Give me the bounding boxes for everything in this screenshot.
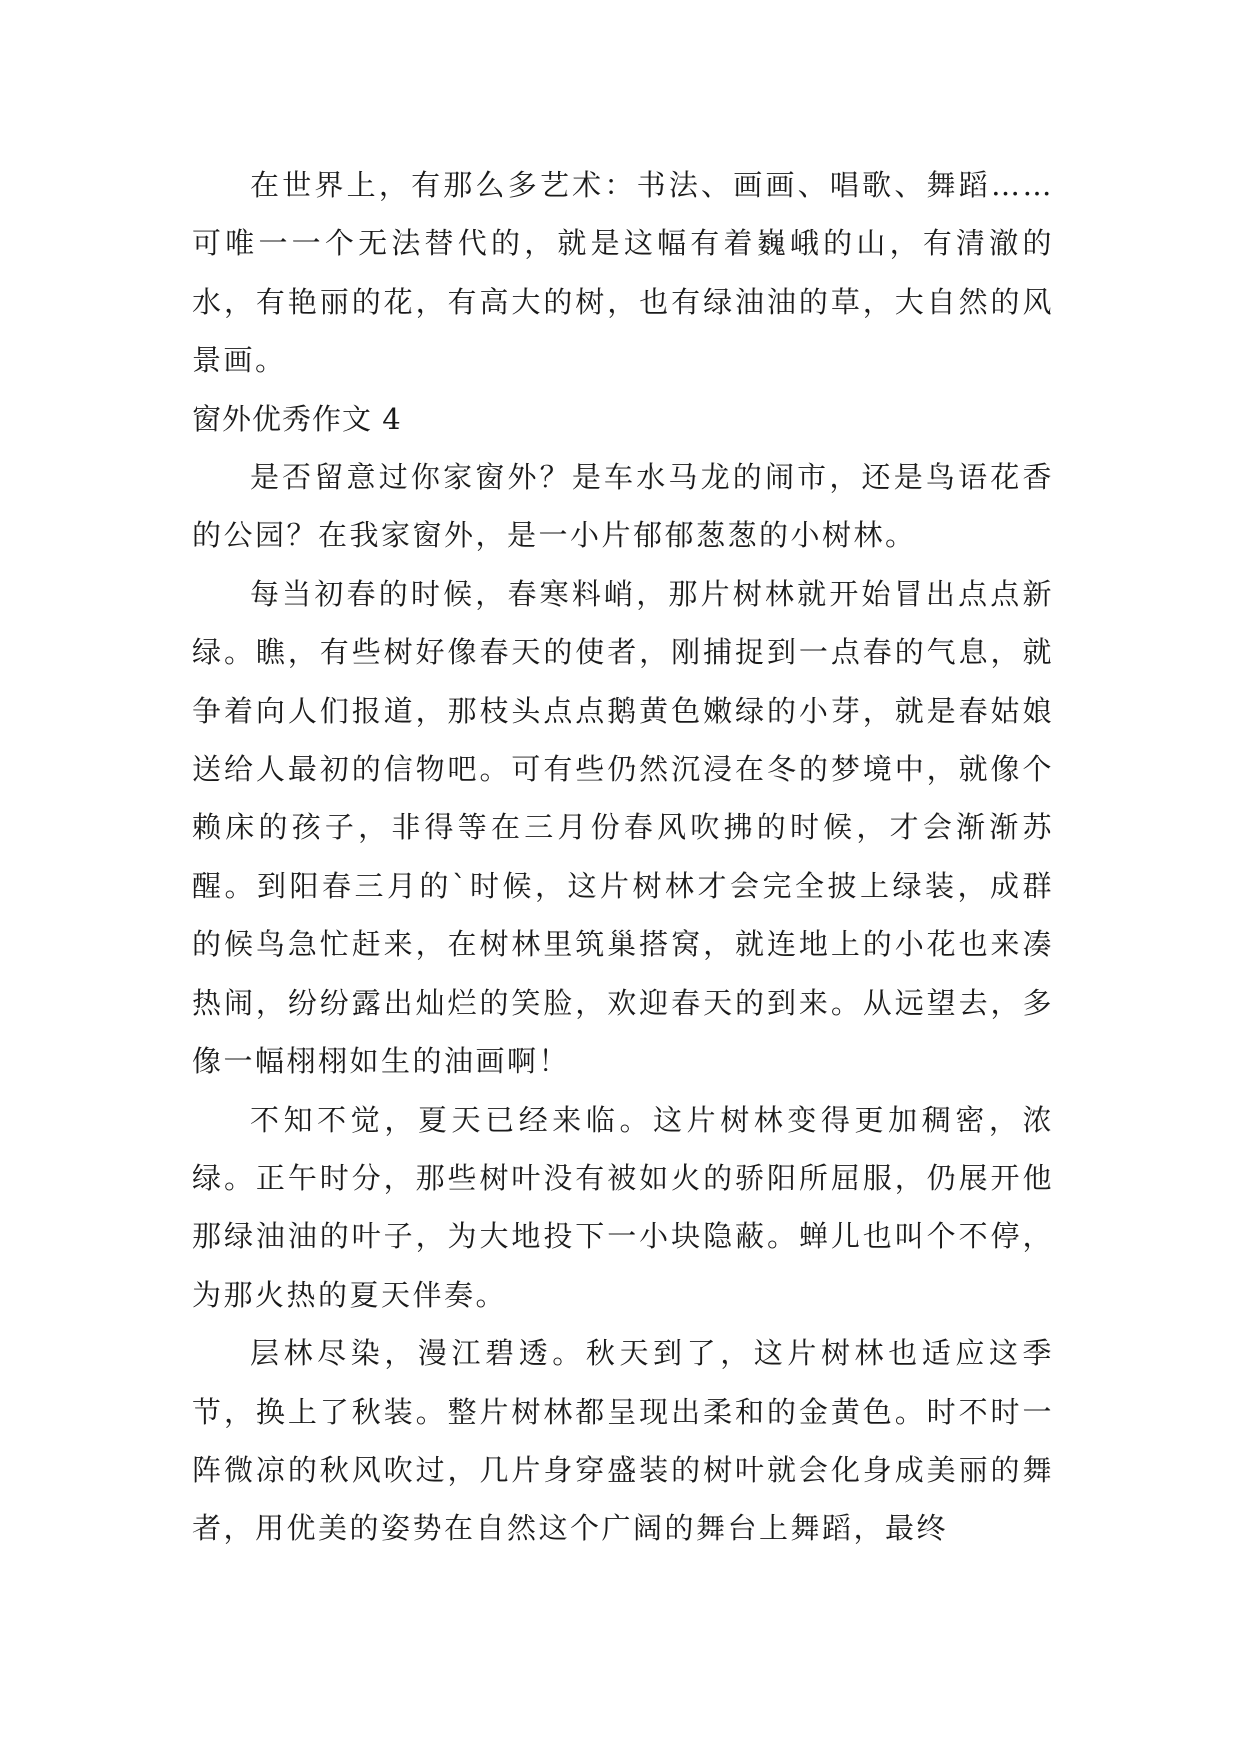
- paragraph-spring: 每当初春的时候，春寒料峭，那片树林就开始冒出点点新绿。瞧，有些树好像春天的使者，刚捕捉到一点春的气息，就争着向人们报道，那枝头点点鹅黄色嫩绿的小芽，就是春姑娘送给人最初的信物吧。可有些仍然沉浸在冬的梦境中，就像个赖床的孩子，非得等在三月份春风吹拂的时候，才会渐渐苏醒。到阳春三月的`时候，这片树林才会完全披上绿装，成群的候鸟急忙赶来，在树林里筑巢搭窝，就连地上的小花也来凑热闹，纷纷露出灿烂的笑脸，欢迎春天的到来。从远望去，多像一幅栩栩如生的油画啊！: [192, 576, 1054, 1079]
- essay-heading: 窗外优秀作文 4: [192, 401, 402, 436]
- paragraph-intro: 在世界上，有那么多艺术：书法、画画、唱歌、舞蹈……可唯一一个无法替代的，就是这幅有着巍峨的山，有清澈的水，有艳丽的花，有高大的树，也有绿油油的草，大自然的风景画。: [192, 168, 1054, 378]
- paragraph-autumn: 层林尽染，漫江碧透。秋天到了，这片树林也适应这季节，换上了秋装。整片树林都呈现出柔和的金黄色。时不时一阵微凉的秋风吹过，几片身穿盛装的树叶就会化身成美丽的舞者，用优美的姿势在自然这个广阔的舞台上舞蹈，最终: [192, 1336, 1054, 1546]
- paragraph-summer: 不知不觉，夏天已经来临。这片树林变得更加稠密，浓绿。正午时分，那些树叶没有被如火的骄阳所屈服，仍展开他那绿油油的叶子，为大地投下一小块隐蔽。蝉儿也叫个不停，为那火热的夏天伴奏。: [192, 1102, 1054, 1312]
- paragraph-window: 是否留意过你家窗外？是车水马龙的闹市，还是鸟语花香的公园？在我家窗外，是一小片郁郁葱葱的小树林。: [192, 460, 1054, 553]
- document-body: [192, 156, 1054, 1558]
